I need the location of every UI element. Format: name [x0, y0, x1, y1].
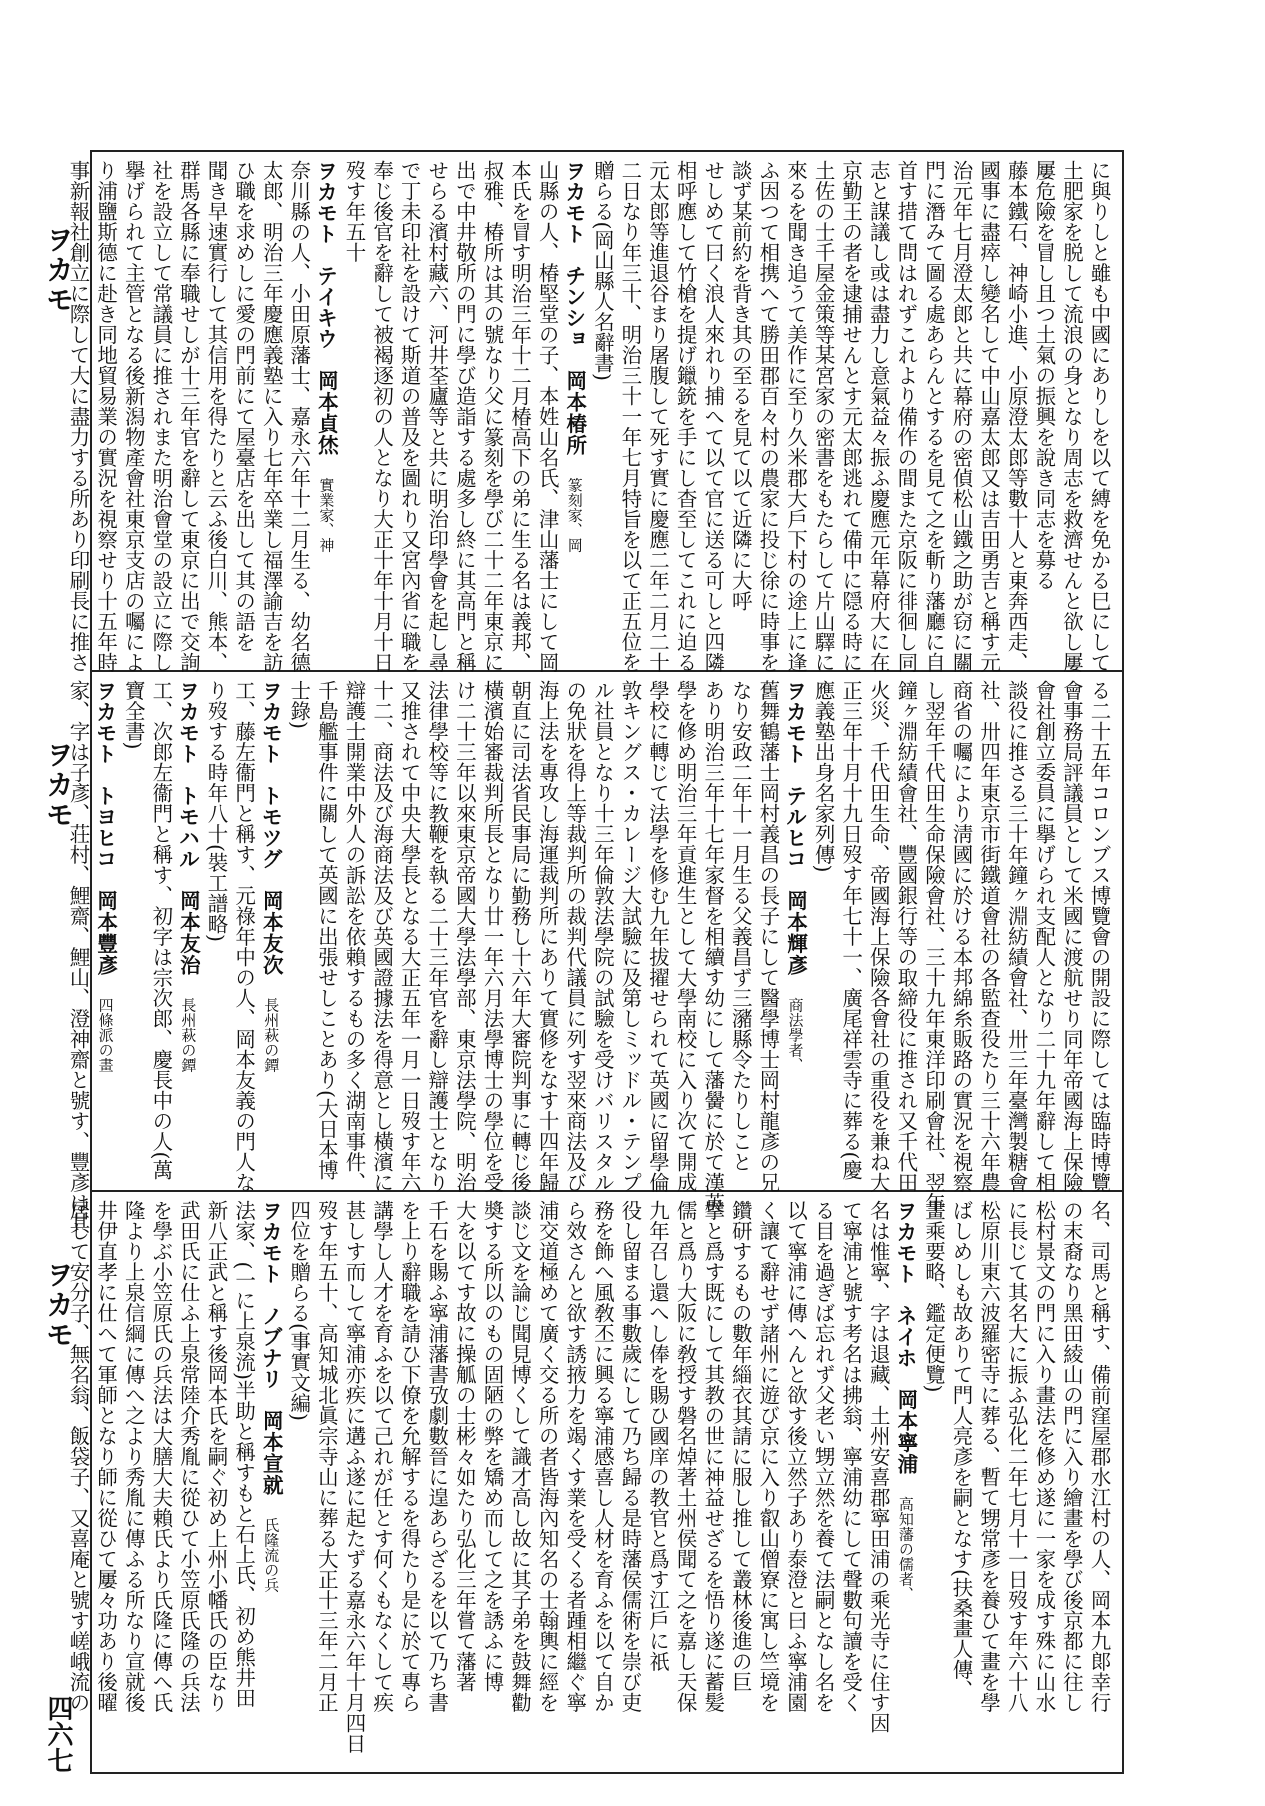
text-column: 法律學校等に教鞭を執る二十三年官を辭し辯護士となり — [424, 680, 449, 1193]
entry-reading: ヲカモト チンショ — [562, 160, 587, 370]
text-column: 奬する所以のもの固陋の弊を矯め而して之を誘ふに博 — [479, 1200, 504, 1692]
text-column: の末裔なり黑田綾山の門に入り繪畫を學び後京都に往し — [1059, 1200, 1084, 1713]
text-column: 擧げられて主管となる後新潟物產會社東京支店の囑によ — [121, 160, 146, 673]
text-column: 歿す年五十、高知城北眞宗寺山に葬る大正十三年二月正 — [314, 1200, 339, 1713]
text-column: 正三年十月十九日歿す年七十一、廣尾祥雲寺に葬る(慶 — [838, 680, 863, 1180]
text-column: ふ因つて相携へて勝田郡百々村の農家に投じ徐に時事を — [755, 160, 780, 673]
text-column: て寧浦と號す考名は拂翁、寧浦幼にして聲數句讀を受く — [838, 1200, 863, 1713]
text-column: 大を以てす故に操觚の士彬々如たり弘化三年嘗て藩著 — [452, 1200, 477, 1692]
text-column: 二日なり年三十、明治三十一年七月特旨を以て正五位を — [617, 160, 642, 673]
text-column: ら效さんと欲す誘掖力を竭くす業を受くる者踵相繼ぐ寧 — [562, 1200, 587, 1713]
text-column: り歿する時年八十(裝工譜略) — [204, 680, 228, 942]
text-column: 會事務局評議員として米國に渡航せり同年帝國海上保險 — [1059, 680, 1084, 1193]
entry-heading-column — [560, 160, 588, 660]
text-column: 九年召し還へし俸を賜ひ國庠の教官と爲す江戶に祇 — [645, 1200, 670, 1672]
entry-name: 岡本貞烋 — [314, 370, 339, 478]
text-column: 擘と爲す既にして其教の世に神益せざるを悟り遂に蓄髪 — [700, 1200, 725, 1713]
entry-reading: ヲカモト トヨヒコ — [93, 680, 118, 890]
entry-occupation: 高知藩の儒者、 — [896, 1496, 915, 1602]
text-column: 士錄) — [286, 680, 311, 729]
page-number: 四六七 — [43, 1695, 73, 1773]
entry-reading: ヲカモト ネイホ — [893, 1200, 918, 1389]
text-column: 松原川東六波羅密寺に葬る、暫て甥常彥を養ひて畫を學 — [976, 1200, 1001, 1713]
entry-name: 岡本寧浦 — [893, 1389, 918, 1497]
text-column: 井伊直孝に仕へて軍師となり師に從ひて屢々功あり後曜 — [93, 1200, 118, 1713]
text-column: 名は惟寧、字は退藏、土州安喜郡寧田浦の乘光寺に住す因 — [866, 1200, 891, 1733]
text-column: 奉じ後官を辭して被褐逐初の人となり大正十年十月十日 — [369, 160, 394, 673]
text-column: 會社創立委員に擧げられ支配人となり二十九年辭して相 — [1031, 680, 1056, 1193]
text-column: 講學し人才を育ふを以て己れが任とす何くもなくして疾 — [369, 1200, 394, 1713]
text-column: る二十五年コロンブス博覽會の開設に際しては臨時博覽 — [1087, 680, 1111, 1193]
text-column: 千島艦事件に關して英國に出張せしことあり(大日本博 — [314, 680, 339, 1180]
text-column: 學を修め明治三年貢進生として大學南校に入り次て開成 — [673, 680, 698, 1193]
text-section — [66, 1200, 1112, 1760]
text-column: 海上法を專攻し海運裁判所にありて實修をなす十四年歸 — [535, 680, 560, 1193]
entry-reading: ヲカモト トモハル — [176, 680, 201, 890]
text-column: 新八正武と稱す後岡本氏を嗣ぐ初め上州小幡氏の臣なり — [204, 1200, 228, 1713]
text-column: 歿す年五十 — [341, 160, 366, 263]
text-column: せらる濱村藏六、河井荃廬等と共に明治印學會を起し尋 — [424, 160, 449, 673]
entry-occupation: 長州萩の鐔 — [262, 997, 281, 1073]
text-column: 火災、千代田生命、帝國海上保險各會社の重役を兼ね大 — [866, 680, 891, 1193]
text-column: け二十三年以來東京帝國大學法學部、東京法學院、明治 — [452, 680, 477, 1193]
text-column: 出で中井敬所の門に學び造詣する處多し終に其高門と稱 — [452, 160, 477, 673]
text-section — [66, 680, 1112, 1234]
text-column: せしめて曰く浪人來れり捕へて以て官に送る可しと四隣 — [700, 160, 725, 673]
text-column: 談役に推さる三十年鐘ヶ淵紡績會社、卅三年臺灣製糖會 — [1004, 680, 1029, 1193]
text-column: 四位を贈らる(事實文編) — [286, 1200, 311, 1421]
text-column: 志と謀議し或は盡力し意氣益々振ふ慶應元年幕府大に在 — [866, 160, 891, 673]
index-label: ヲカモ — [42, 740, 75, 830]
text-section — [66, 160, 1112, 673]
text-column: 居して安分子、無名翁、飯袋子、又喜庵と號す嵯峨流の — [66, 1200, 91, 1713]
text-column: 名、司馬と稱す、備前窪屋郡水江村の人、岡本九郞幸行 — [1087, 1200, 1111, 1713]
text-column: 辯護士開業中外人の訴訟を依賴するもの多く湖南事件、 — [341, 680, 366, 1193]
text-column: 十二、商法及び海商法及び英國證據法を得意とし橫濱に — [369, 680, 394, 1193]
text-column: 談ず某前約を背き其の至るを見て以て近隣に大呼 — [728, 160, 753, 611]
text-column: ばしめしも故ありて門人亮彥を嗣となす(扶桑畫人傳、 — [949, 1200, 974, 1700]
text-column: 元太郎等進退谷まり屠腹して死す實に慶應二年二月二十 — [645, 160, 670, 673]
entry-heading-column — [312, 160, 340, 660]
text-column: 門に潛みて圖る處あらんとするを見て之を斬り藩廳に自 — [921, 160, 946, 673]
text-column: 千石を賜ふ寧浦藩書攷劇數晉に遑あらざるを以て乃ち書 — [424, 1200, 449, 1713]
text-column: 叔雅、椿所は其の號なり父に篆刻を學び二十二年東京に — [479, 160, 504, 673]
entry-occupation: 氏隆流の兵 — [262, 1517, 281, 1593]
text-column: 國事に盡瘁し變名して中山嘉太郎又は吉田勇吉と稱す元 — [976, 160, 1001, 673]
entry-heading-column — [891, 1200, 919, 1760]
text-column: を上り辭職を請ひ下僚を允解するを得たり是に於て專ら — [397, 1200, 422, 1713]
text-column: 商省の囑により淸國に於ける本邦綿糸販路の實況を視察 — [949, 680, 974, 1193]
text-column: る目を過ぎば忘れず父老い甥立然を養て法嗣となし名を — [811, 1200, 836, 1713]
entry-heading-column — [257, 1200, 285, 1760]
text-column: の免狀を得上等裁判所の裁判代議員に列す翌來商法及び — [562, 680, 587, 1193]
text-column: 甚しす而して寧浦亦疾に遘ふ遂に起たずる嘉永六年十月四日 — [341, 1200, 366, 1754]
entry-name: 岡本椿所 — [562, 370, 587, 478]
index-label: ヲカモ — [42, 225, 75, 315]
text-column: 工、藤左衞門と稱す、元祿年中の人、岡本友義の門人な — [231, 680, 256, 1193]
text-column: 武田氏に仕ふ上泉常陸介秀胤に從ひて小笠原氏隆の兵法 — [176, 1200, 201, 1713]
text-column: に與りしと雖も中國にありしを以て縛を免かる巳にして — [1087, 160, 1111, 673]
text-column: 橫濱始審裁判所長となり廿一年六月法學博士の學位を受 — [479, 680, 504, 1193]
text-column: 事新報社創立に際して大に盡力する所あり印刷長に推さ — [66, 160, 91, 673]
text-column: 法家、(一に上泉流)半助と稱すもと石上氏、初め熊井田 — [231, 1200, 256, 1708]
text-column: 相呼應して竹槍を提げ鑞銃を手にし杳至してこれに迫る — [673, 160, 698, 673]
text-column: ひ職を求めしに愛の門前にて屋臺店を出して其の語を — [231, 160, 256, 652]
text-column: 浦交道極めて廣く交る所の者皆海內知名の士翰輿に經を — [535, 1200, 560, 1713]
entry-name: 岡本輝彥 — [783, 890, 808, 998]
text-column: 畫乘要略、鑑定便覽) — [921, 1200, 946, 1393]
text-column: 家、字は子彥、荘村、鯉齋、鯉山、澄神齋と號す、豐彥は其 — [66, 680, 91, 1234]
text-column: 應義塾出身名家列傳) — [811, 680, 836, 873]
entry-occupation: 篆刻家、岡 — [565, 477, 584, 553]
entry-occupation: 四條派の畫 — [96, 997, 115, 1073]
entry-reading: ヲカモト ノブナリ — [259, 1200, 284, 1410]
text-column: 太郎、明治三年慶應義塾に入り七年卒業し福澤諭吉を訪 — [259, 160, 284, 673]
text-column: なり安政二年十一月生る父義昌ず三瀦縣令たりしこと — [728, 680, 753, 1172]
text-column: 朝直に司法省民事局に勤務し十六年大審院判事に轉じ後 — [507, 680, 532, 1193]
text-column: 首す措て問はれずこれより備作の間また京阪に徘徊し同 — [893, 160, 918, 673]
entry-heading-column — [174, 680, 202, 1180]
text-column: り浦鹽斯德に赴き同地貿易業の實況を視察せり十五年時 — [93, 160, 118, 673]
text-column: 奈川縣の人、小田原藩士、嘉永六年十二月生る、幼名德 — [286, 160, 311, 673]
entry-occupation: 長州萩の鐔 — [179, 997, 198, 1073]
text-column: 役し留まる事數歲にして乃ち歸る是時藩侯儒術を崇び吏 — [617, 1200, 642, 1713]
text-column: 松村景文の門に入り畫法を修め遂に一家を成す殊に山水 — [1031, 1200, 1056, 1713]
text-column: 山縣の人、椿堅堂の子、本姓山名氏、津山藩士にして岡 — [535, 160, 560, 673]
text-column: 屢危險を冒し且つ土氣の振興を說き同志を募る — [1031, 160, 1056, 591]
text-column: 京勤王の者を逮捕せんとす元太郎逃れて備中に隠る時に — [838, 160, 863, 673]
entry-heading-column — [781, 680, 809, 1180]
text-column: 社を設立して常議員に推されまた明治會堂の設立に際し — [148, 160, 173, 673]
text-column: 鑽研するもの數年緇衣其請に服し推して叢林後進の巨 — [728, 1200, 753, 1692]
entry-name: 岡本宣就 — [259, 1410, 284, 1518]
entry-name: 岡本豐彥 — [93, 890, 118, 998]
text-column: 治元年七月澄太郎と共に幕府の密偵松山鐵之助が窃に關 — [949, 160, 974, 673]
text-column: ル社員となり十三年倫敦法學院の試驗を受けバリスタル — [590, 680, 615, 1193]
text-column: 社、卅四年東京市街鐵道會社の各監查役たり三十六年農 — [976, 680, 1001, 1193]
text-column: で丁未印社を設けて斯道の普及を圖れり又宮內省に職を — [397, 160, 422, 673]
text-column: 鐘ヶ淵紡績會社、豐國銀行等の取締役に推され又千代田 — [893, 680, 918, 1193]
text-column: 又推されて中央大學長となる大正五年一月一日歿す年六 — [397, 680, 422, 1193]
text-column: 本氏を冒す明治三年十二月椿高下の弟に生る名は義邦、 — [507, 160, 532, 673]
text-column: 藤本鐵石、神崎小進、小原澄太郎等數十人と東奔西走、 — [1004, 160, 1029, 673]
text-column: 學校に轉じて法學を修む九年拔擢せられて英國に留學倫 — [645, 680, 670, 1193]
entry-heading-column — [91, 680, 119, 1180]
text-column: 來るを聞き追うて美作に至り久米郡大戶下村の途上に逢 — [783, 160, 808, 673]
text-column: 寶全書) — [121, 680, 146, 750]
text-column: に長じて其名大に振ふ弘化二年七月十一日歿す年六十八 — [1004, 1200, 1029, 1713]
text-column: 務を飾へ風敎丕に興る寧浦感喜し人材を育ふを以て自か — [590, 1200, 615, 1713]
text-column: を學ぶ小笠原氏の兵法は大膳大夫賴氏より氏隆に傳へ氏 — [148, 1200, 173, 1713]
entry-name: 岡本友治 — [176, 890, 201, 998]
text-column: 舊舞鶴藩士岡村義昌の長子にして醫學博士岡村龍彥の兄 — [755, 680, 780, 1193]
text-column: 土肥家を脱して流浪の身となり周志を救濟せんと欲し屢 — [1059, 160, 1084, 673]
text-column: 工、次郎左衞門と稱す、初字は宗次郎、慶長中の人(萬 — [148, 680, 173, 1180]
text-column: 群馬各縣に奉職せしが十三年官を辭して東京に出で交詢 — [176, 160, 201, 673]
text-column: 聞き早速實行して其信用を得たりと云ふ後白川、熊本、 — [204, 160, 228, 673]
text-column: 土佐の士千屋金策等某宮家の密書をもたらして片山驛に — [811, 160, 836, 673]
text-column: し翌年千代田生命保險會社、三十九年東洋印刷會社、翌年 — [921, 680, 946, 1213]
index-label: ヲカモ — [42, 1260, 75, 1350]
entry-heading-column — [257, 680, 285, 1180]
text-column: く讓て辭せず諸州に遊び京に入り叡山僧寮に寓し竺境を — [755, 1200, 780, 1713]
entry-reading: ヲカモト トモツグ — [259, 680, 284, 890]
text-column: あり明治三年十七年家督を相續す幼にして藩黌に於て漢英 — [700, 680, 725, 1213]
entry-occupation: 實業家、神 — [317, 477, 336, 553]
entry-occupation: 商法學者、 — [786, 997, 805, 1073]
text-column: 談じ文を論じ聞見博くして識才高し故に其子弟を鼓舞勸 — [507, 1200, 532, 1713]
entry-name: 岡本友次 — [259, 890, 284, 998]
text-column: 以て寧浦に傳へんと欲す後立然子あり泰澄と曰ふ寧浦園 — [783, 1200, 808, 1713]
entry-reading: ヲカモト テルヒコ — [783, 680, 808, 890]
entry-reading: ヲカモト テイキウ — [314, 160, 339, 370]
text-column: 儒と爲り大阪に敎授す磐名焯著土州侯聞て之を嘉し天保 — [673, 1200, 698, 1713]
text-column: 敦キングス・カレージ大試驗に及第しミッドル・テンプ — [617, 680, 642, 1193]
text-column: 隆より上泉信綱に傳へ之より秀胤に傳ふる所なり宣就後 — [121, 1200, 146, 1713]
text-column: 贈らる(岡山縣人名辭書) — [590, 160, 615, 381]
